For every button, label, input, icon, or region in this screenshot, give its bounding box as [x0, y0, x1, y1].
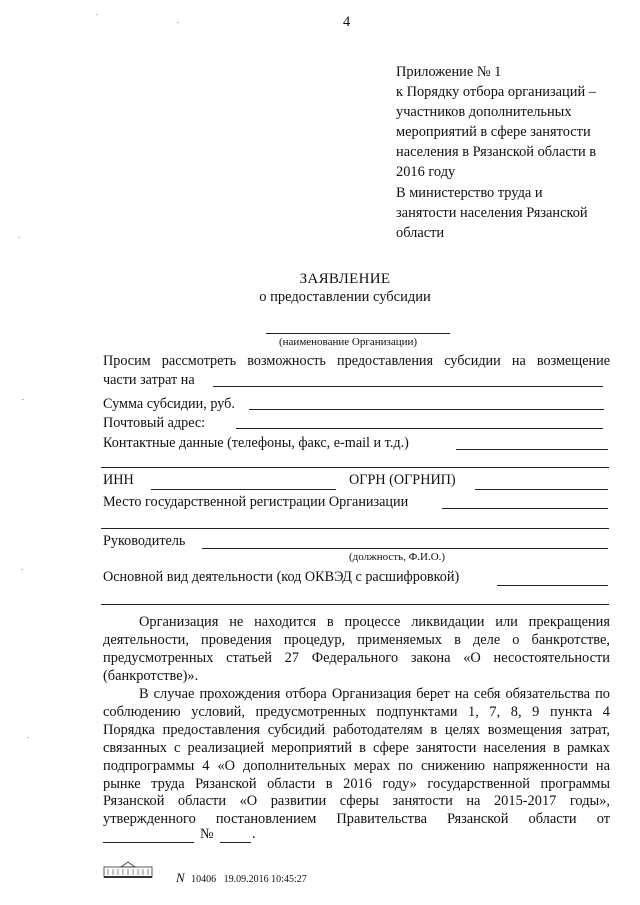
scan-speck: [18, 237, 20, 238]
approval-date-line[interactable]: [103, 842, 194, 843]
head-caption: (должность, Ф.И.О.): [349, 551, 446, 563]
doc-mark: N: [176, 870, 185, 885]
inn-label: ИНН: [103, 472, 134, 488]
postal-address-line[interactable]: [236, 428, 603, 429]
annex-line: населения в Рязанской области в: [396, 144, 597, 160]
annex-line: участников дополнительных: [396, 104, 572, 120]
page-number: 4: [343, 14, 351, 30]
postal-address-label: Почтовый адрес:: [103, 415, 206, 431]
paragraph-line: соблюдению условий, предусмотренных подпунктами 1, 7, 8, 9 пункта 4: [103, 703, 610, 720]
registration-footer: [176, 870, 307, 886]
sentence-end: .: [252, 826, 256, 842]
subsidy-amount-line[interactable]: [249, 409, 604, 410]
scan-speck: [27, 737, 29, 738]
scan-speck: [177, 22, 179, 23]
contacts-label: Контактные данные (телефоны, факс, e-mail и т.д.): [103, 435, 409, 451]
subsidy-amount-label: Сумма субсидии, руб.: [103, 396, 235, 412]
doc-number: 10406: [191, 874, 217, 885]
ogrn-line[interactable]: [475, 489, 608, 490]
paragraph-liquidation: [103, 614, 610, 686]
main-activity-label: Основной вид деятельности (код ОКВЭД с расшифровкой): [103, 569, 460, 585]
scan-speck: [21, 569, 23, 570]
recipient-line: занятости населения Рязанской: [396, 205, 588, 221]
paragraph-line: подпрограммы 4 «О дополнительных мерах по снижению напряженности на: [103, 757, 610, 774]
org-name-caption: (наименование Организации): [279, 336, 418, 348]
recipient-line: области: [396, 225, 445, 241]
document-title: ЗАЯВЛЕНИЕ: [299, 271, 391, 287]
contacts-line-2[interactable]: [101, 467, 609, 468]
paragraph-line: Рязанской области «О развитии сферы занятости на 2015-2017 годы»,: [103, 793, 610, 810]
main-activity-line-2[interactable]: [101, 604, 609, 605]
registration-place-line-1[interactable]: [442, 508, 608, 509]
annex-line: к Порядку отбора организаций –: [396, 84, 596, 100]
head-label: Руководитель: [103, 533, 186, 549]
paragraph-line: деятельности, проведения процедур, применяемых в деле о банкротстве,: [103, 631, 610, 648]
scan-speck: [96, 14, 98, 15]
inn-line[interactable]: [151, 489, 336, 490]
annex-line: 2016 году: [396, 164, 456, 180]
annex-line: Приложение № 1: [396, 64, 502, 80]
main-activity-line-1[interactable]: [497, 585, 608, 586]
paragraph-obligations: [103, 686, 610, 829]
number-sign: №: [200, 826, 214, 842]
paragraph-line: рынке труда Рязанской области в 2016 году» государственной программы: [103, 775, 610, 792]
request-line-2-label: части затрат на: [103, 372, 195, 388]
registry-stamp-icon: [103, 861, 153, 879]
annex-heading: [396, 62, 596, 182]
doc-datetime: 19.09.2016 10:45:27: [223, 874, 307, 885]
annex-line: мероприятий в сфере занятости: [396, 124, 591, 140]
scan-speck: [22, 399, 24, 400]
approval-number-line[interactable]: [220, 842, 251, 843]
recipient-line: В министерство труда и: [396, 185, 543, 201]
org-name-line[interactable]: [266, 333, 450, 334]
request-line-1: Просим рассмотреть возможность предоставления субсидии на возмещение: [103, 353, 610, 369]
registration-place-label: Место государственной регистрации Организации: [103, 494, 409, 510]
paragraph-line: В случае прохождения отбора Организация берет на себя обязательства по: [139, 686, 610, 702]
registration-place-line-2[interactable]: [101, 528, 609, 529]
paragraph-line: утвержденного постановлением Правительства Рязанской области от: [103, 811, 610, 828]
head-line[interactable]: [202, 548, 608, 549]
paragraph-line: предусмотренных статьей 27 Федерального закона «О несостоятельности: [103, 649, 610, 666]
document-subtitle: о предоставлении субсидии: [259, 289, 431, 305]
recipient-block: [396, 183, 588, 243]
paragraph-line: (банкротстве)».: [103, 667, 199, 684]
ogrn-label: ОГРН (ОГРНИП): [349, 472, 456, 488]
costs-field-line[interactable]: [213, 386, 603, 387]
paragraph-line: Порядка предоставления субсидий работодателям в целях возмещения затрат,: [103, 721, 610, 738]
paragraph-line: Организация не находится в процессе ликвидации или прекращения: [139, 614, 610, 630]
contacts-line-1[interactable]: [456, 449, 608, 450]
paragraph-line: связанных с реализацией мероприятий в сфере занятости населения в рамках: [103, 739, 610, 756]
